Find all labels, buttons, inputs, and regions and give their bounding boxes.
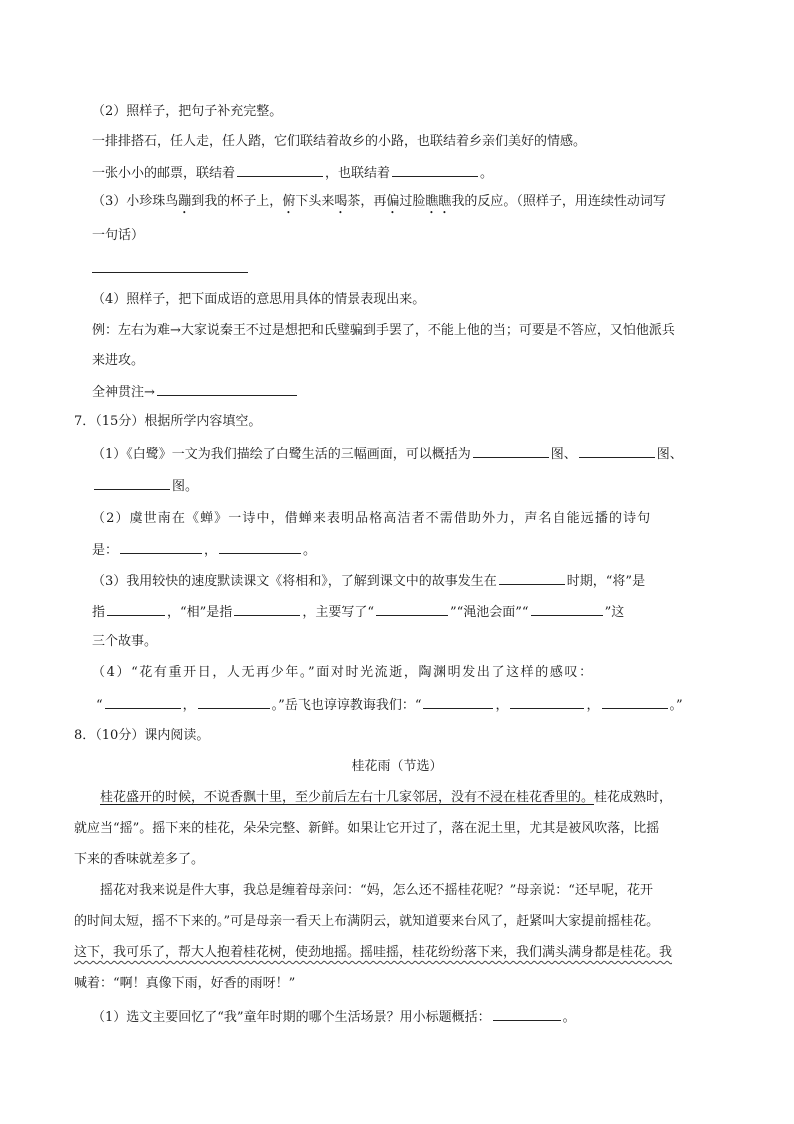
q7-part3-text: ，“相”是指 [167, 605, 233, 620]
verb-dotted: 瞧瞧 [425, 194, 452, 209]
answer-blank[interactable] [120, 539, 202, 554]
passage-text: 桂花成熟时， [594, 790, 673, 805]
answer-blank[interactable] [579, 443, 655, 458]
q7-part3-text: ”这 [604, 605, 625, 620]
passage-para1-line1 [100, 788, 672, 808]
q6-part2-prompt [92, 162, 493, 184]
verb-dotted: 俯 [282, 194, 296, 209]
answer-blank[interactable] [107, 601, 165, 616]
answer-blank[interactable] [499, 570, 565, 585]
passage-para2-line4: 喊着：“啊！真像下雨，好香的雨呀！” [74, 976, 296, 991]
answer-blank[interactable] [493, 1006, 561, 1021]
passage-para1-line3: 下来的香味就差多了。 [74, 852, 205, 867]
answer-blank[interactable] [219, 539, 301, 554]
verb-dotted: 喝 [334, 194, 348, 209]
q8-sub1-text: （1）选文主要回忆了“我”童年时期的哪个生活场景？用小标题概括： [92, 1010, 491, 1025]
passage-para2-line1: 摇花对我来说是件大事，我总是缠着母亲问：“妈，怎么还不摇桂花呢？”母亲说：“还早呢，花开 [100, 883, 653, 898]
verb-dotted: 蹦 [178, 194, 192, 209]
answer-blank[interactable] [392, 162, 478, 177]
q7-part3-text: ，主要写了“ [302, 605, 374, 620]
q6-part3-text: 过脸 [399, 194, 426, 209]
q6-part3-text: 到我的杯子上， [191, 194, 283, 209]
q7-part4-line2 [96, 694, 683, 716]
answer-blank[interactable] [237, 162, 323, 177]
passage-para2-line3 [74, 943, 672, 963]
q7-part4-text: ， [495, 698, 509, 713]
q7-part2-text: ， [204, 543, 218, 558]
answer-blank[interactable] [531, 601, 603, 616]
q7-part2-text: 。 [303, 543, 317, 558]
answer-blank[interactable] [198, 694, 270, 709]
passage-para2-line2: 的时间太短，摇不下来的。”可是母亲一看天上布满阴云，就知道要来台风了，赶紧叫大家提前摇桂花。 [74, 914, 660, 929]
q6-part4-prompt [92, 381, 299, 403]
q7-part4-text: 。”岳飞也谆谆教诲我们：“ [271, 698, 422, 713]
q7-part3 [92, 570, 645, 592]
q6-part3-text: 茶，再 [347, 194, 387, 209]
q6-part4-example-line2: 来进攻。 [92, 353, 145, 368]
answer-blank[interactable] [234, 601, 300, 616]
q7-part1-text: 图、 [656, 447, 683, 462]
q7-part3-text: ”“渑池会面”“ [449, 605, 529, 620]
q7-part3-text: 指 [92, 605, 106, 620]
underlined-sentence: 桂花盛开的时候，不说香飘十里，至少前后左右十几家邻居，没有不浸在桂花香里的。 [100, 790, 595, 805]
q7-part1 [92, 443, 683, 465]
q6-part2-example: 一排排搭石，任人走，任人踏，它们联结着故乡的小路，也联结着乡亲们美好的情感。 [92, 134, 587, 149]
q6-part3-title [92, 192, 666, 217]
q7-part1-line2 [92, 475, 198, 497]
q6-part4-title: （4）照样子，把下面成语的意思用具体的情景表现出来。 [92, 292, 426, 307]
answer-blank[interactable] [94, 475, 170, 490]
q6-part4-example-line1: 例：左右为难→大家说秦王不过是想把和氏璧骗到手罢了，不能上他的当；可要是不答应，又怕他派兵 [92, 323, 675, 338]
q7-part3-text: 时期，“将”是 [566, 574, 646, 589]
q7-part2-line2 [92, 539, 316, 561]
q6-part2-text-a: 一张小小的邮票，联结着 [92, 166, 236, 181]
q7-part3-text: （3）我用较快的速度默读课文《将相和》，了解到课文中的故事发生在 [92, 574, 497, 589]
passage-title: 桂花雨（节选） [351, 759, 443, 774]
q6-part2-text-c: 。 [480, 166, 494, 181]
answer-blank[interactable] [105, 694, 181, 709]
q6-part3-text: 我的反应。（照样子，用连续性动词写 [451, 194, 666, 209]
q6-part3-line2: 一句话） [92, 228, 145, 243]
q7-part4-text: 。” [669, 698, 683, 713]
q7-part4-text: ， [586, 698, 600, 713]
answer-blank[interactable] [376, 601, 448, 616]
answer-line[interactable] [92, 272, 248, 273]
q6-part2-text-b: ，也联结着 [325, 166, 391, 181]
q7-part3-line3: 三个故事。 [92, 634, 158, 649]
q7-part2: （2）虞世南在《蝉》一诗中，借蝉来表明品格高洁者不需借助外力，声名自能远播的诗句 [92, 511, 652, 526]
answer-blank[interactable] [423, 694, 493, 709]
passage-para1-line2: 就应当“摇”。摇下来的桂花，朵朵完整、新鲜。如果让它开过了，落在泥土里，尤其是被风吹落，比摇 [74, 821, 660, 836]
q6-part2-title: （2）照样子，把句子补充完整。 [92, 104, 283, 119]
q7-title: 7．（15分）根据所学内容填空。 [74, 414, 262, 429]
answer-blank[interactable] [510, 694, 584, 709]
q7-part1-text: 图。 [172, 479, 199, 494]
answer-blank[interactable] [602, 694, 668, 709]
q7-part4-text: ， [182, 698, 196, 713]
answer-blank[interactable] [473, 443, 549, 458]
q8-sub1-text: 。 [562, 1010, 576, 1025]
q6-part3-text: 下头来 [295, 194, 335, 209]
q8-sub1 [92, 1006, 576, 1028]
q8-title: 8．（10分）课内阅读。 [74, 728, 210, 743]
q7-part1-text: （1）《白鹭》一文为我们描绘了白鹭生活的三幅画面，可以概括为 [92, 447, 471, 462]
wavy-underlined-text: 这下，我可乐了，帮大人抱着桂花树，使劲地摇。摇哇摇，桂花纷纷落下来，我们满头满身都是桂花。我 [74, 945, 673, 960]
q7-part3-line2 [92, 601, 624, 623]
q6-part4-idiom: 全神贯注→ [92, 385, 155, 400]
answer-blank[interactable] [157, 381, 297, 396]
q7-part4-text: “ [96, 698, 103, 713]
verb-dotted: 偏 [386, 194, 400, 209]
q7-part4: （4）“花有重开日，人无再少年。”面对时光流逝，陶渊明发出了这样的感叹： [92, 665, 594, 680]
q7-part1-text: 图、 [550, 447, 577, 462]
q7-part2-text: 是： [92, 543, 119, 558]
q6-part3-text: （3）小珍珠鸟 [92, 194, 179, 209]
